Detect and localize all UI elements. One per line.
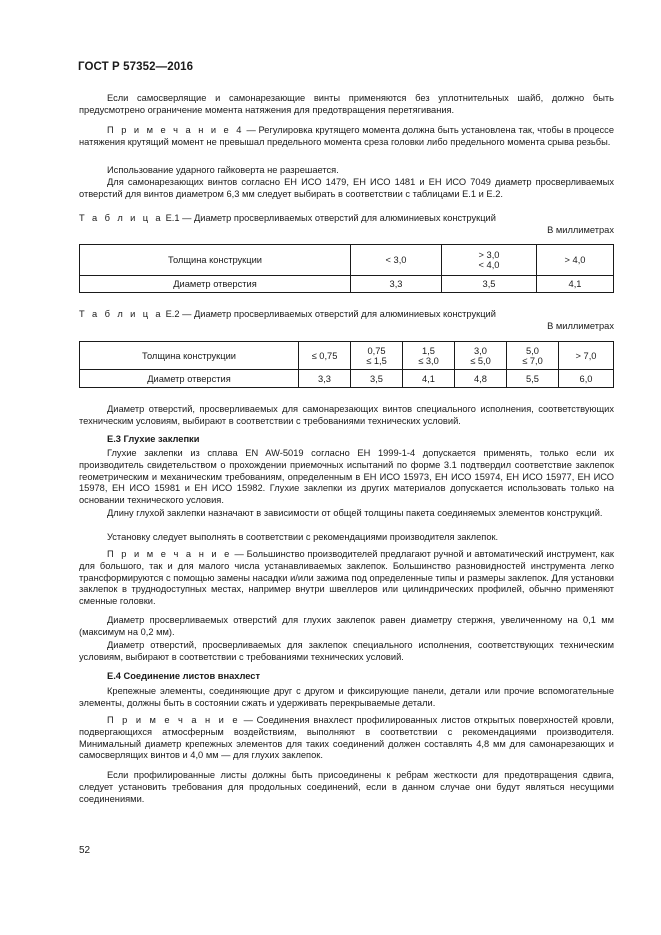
table-row xyxy=(80,245,614,276)
paragraph-5: Глухие заклепки из сплава EN AW-5019 согласно ЕН 1999-1-4 допускается применять, только если их производитель свидетельством о прохождении приемочных испытаний по форме 3.1 подтвердил соответствие заклепок геометрическим и механическим требованиям, определенным в ЕН ИСО 15973, ЕН ИСО 15974, ЕН ИСО 15977, ЕН ИСО 15978, ЕН ИСО 15981 и ЕН ИСО 15982. Глухие заклепки из других материалов допускается использовать только на основании технического условия. xyxy=(79,448,614,506)
note-tools-label: П р и м е ч а н и е xyxy=(107,549,232,559)
table-row xyxy=(80,370,614,388)
table-row xyxy=(80,276,614,293)
table-cell-header: Толщина конструкции xyxy=(80,342,299,370)
table-cell: 5,0 ≤ 7,0 xyxy=(507,342,559,370)
table-row xyxy=(80,342,614,370)
paragraph-8: Диаметр просверливаемых отверстий для глухих заклепок равен диаметру стержня, увеличенному на 0,1 мм (максимум на 0,2 мм). xyxy=(79,615,614,637)
note-tools xyxy=(79,549,614,608)
table-e2 xyxy=(79,341,614,388)
table-cell: 5,5 xyxy=(507,370,559,388)
paragraph-10: Крепежные элементы, соединяющие друг с другом и фиксирующие панели, детали или прочие вспомогательные элементы, должны быть в состоянии сжать и удерживать перекрываемые детали. xyxy=(79,686,614,708)
table-cell-header: Толщина конструкции xyxy=(80,245,351,276)
paragraph-11: Если профилированные листы должны быть присоединены к ребрам жесткости для предотвращения сдвига, следует установить требования для продольных соединений, если в данном случае они будут являться несущими соединениями. xyxy=(79,770,614,804)
table-cell: > 7,0 xyxy=(559,342,614,370)
table-cell: 3,0 ≤ 5,0 xyxy=(455,342,507,370)
paragraph-2: Использование ударного гайковерта не разрешается. xyxy=(107,165,339,175)
table-cell: < 3,0 xyxy=(351,245,442,276)
table-cell: 0,75 ≤ 1,5 xyxy=(351,342,403,370)
note-overlap-label: П р и м е ч а н и е xyxy=(107,715,240,725)
paragraph-7: Установку следует выполнять в соответствии с рекомендациями производителя заклепок. xyxy=(107,532,499,542)
page-number: 52 xyxy=(79,845,91,856)
table-e1-label: Т а б л и ц а xyxy=(79,213,163,223)
table-cell: > 3,0 < 4,0 xyxy=(442,245,537,276)
table-cell: 1,5 ≤ 3,0 xyxy=(403,342,455,370)
standard-header: ГОСТ Р 57352—2016 xyxy=(78,61,194,73)
table-cell: 4,1 xyxy=(403,370,455,388)
table-e2-label: Т а б л и ц а xyxy=(79,309,163,319)
table-e1-caption xyxy=(79,213,614,225)
table-cell: 3,3 xyxy=(299,370,351,388)
table-e2-units: В миллиметрах xyxy=(547,321,614,331)
section-heading-e3: Е.3 Глухие заклепки xyxy=(107,434,200,444)
section-heading-e4: Е.4 Соединение листов внахлест xyxy=(107,671,261,681)
table-cell: > 4,0 xyxy=(537,245,614,276)
table-e2-title: Е.2 — Диаметр просверливаемых отверстий для алюминиевых конструкций xyxy=(163,309,496,319)
table-cell: 6,0 xyxy=(559,370,614,388)
note-4-text: — Регулировка крутящего момента должна быть установлена так, чтобы в процессе натяжения крутящий момент не превышал предельного момента среза головки либо предельного момента срыва резьбы. xyxy=(79,125,614,147)
note-overlap xyxy=(79,715,614,762)
paragraph-3: Для самонарезающих винтов согласно ЕН ИСО 1479, ЕН ИСО 1481 и ЕН ИСО 7049 диаметр просверливаемых отверстий для винтов диаметром 6,3 мм следует выбирать в соответствии с таблицами Е.1 и Е.2. xyxy=(79,177,614,199)
paragraph-9: Диаметр отверстий, просверливаемых для заклепок специального исполнения, соответствующих техническим условиям, выбирают в соответствии с требованиями технических условий. xyxy=(79,640,614,662)
note-tools-text: — Большинство производителей предлагают ручной и автоматический инструмент, как для большого, так и для малого числа устанавливаемых заклепок. Большинство разновидностей инструмента легко трансформируются с помощью замены насадки и/или зажима под определенные типы и размеры заклепок. Для установки заклепок в труднодоступных местах, например внутри швеллеров или цилиндрических профилей, обычно применяют сменные головки. xyxy=(79,549,614,607)
note-4-label: П р и м е ч а н и е 4 xyxy=(107,125,244,135)
table-cell: 4,8 xyxy=(455,370,507,388)
table-cell: 3,5 xyxy=(351,370,403,388)
paragraph-6: Длину глухой заклепки назначают в зависимости от общей толщины пакета соединяемых элементов конструкций. xyxy=(107,508,603,518)
table-cell: 3,3 xyxy=(351,276,442,293)
table-cell: 3,5 xyxy=(442,276,537,293)
table-cell: ≤ 0,75 xyxy=(299,342,351,370)
table-e1 xyxy=(79,244,614,293)
table-e1-title: Е.1 — Диаметр просверливаемых отверстий для алюминиевых конструкций xyxy=(163,213,496,223)
table-cell-header: Диаметр отверстия xyxy=(80,370,299,388)
table-cell: 4,1 xyxy=(537,276,614,293)
note-overlap-text: — Соединения внахлест профилированных листов открытых поверхностей кровли, подвергающихся атмосферным воздействиям, выполняют в соответствии с рекомендациями производителя. Минимальный диаметр крепежных элементов для таких соединений должен составлять 4,8 мм для самонарезающих и самосверлящих винтов и 4,0 мм — для глухих заклепок. xyxy=(79,715,614,761)
note-4 xyxy=(79,125,614,149)
table-cell-header: Диаметр отверстия xyxy=(80,276,351,293)
table-e2-caption xyxy=(79,309,614,321)
paragraph-1: Если самосверлящие и самонарезающие винты применяются без уплотнительных шайб, должно быть предусмотрено ограничение момента натяжения для предотвращения перетягивания. xyxy=(79,93,614,115)
paragraph-4: Диаметр отверстий, просверливаемых для самонарезающих винтов специального исполнения, соответствующих техническим условиям, выбирают в соответствии с требованиями технических условий. xyxy=(79,404,614,426)
table-e1-units: В миллиметрах xyxy=(547,225,614,235)
